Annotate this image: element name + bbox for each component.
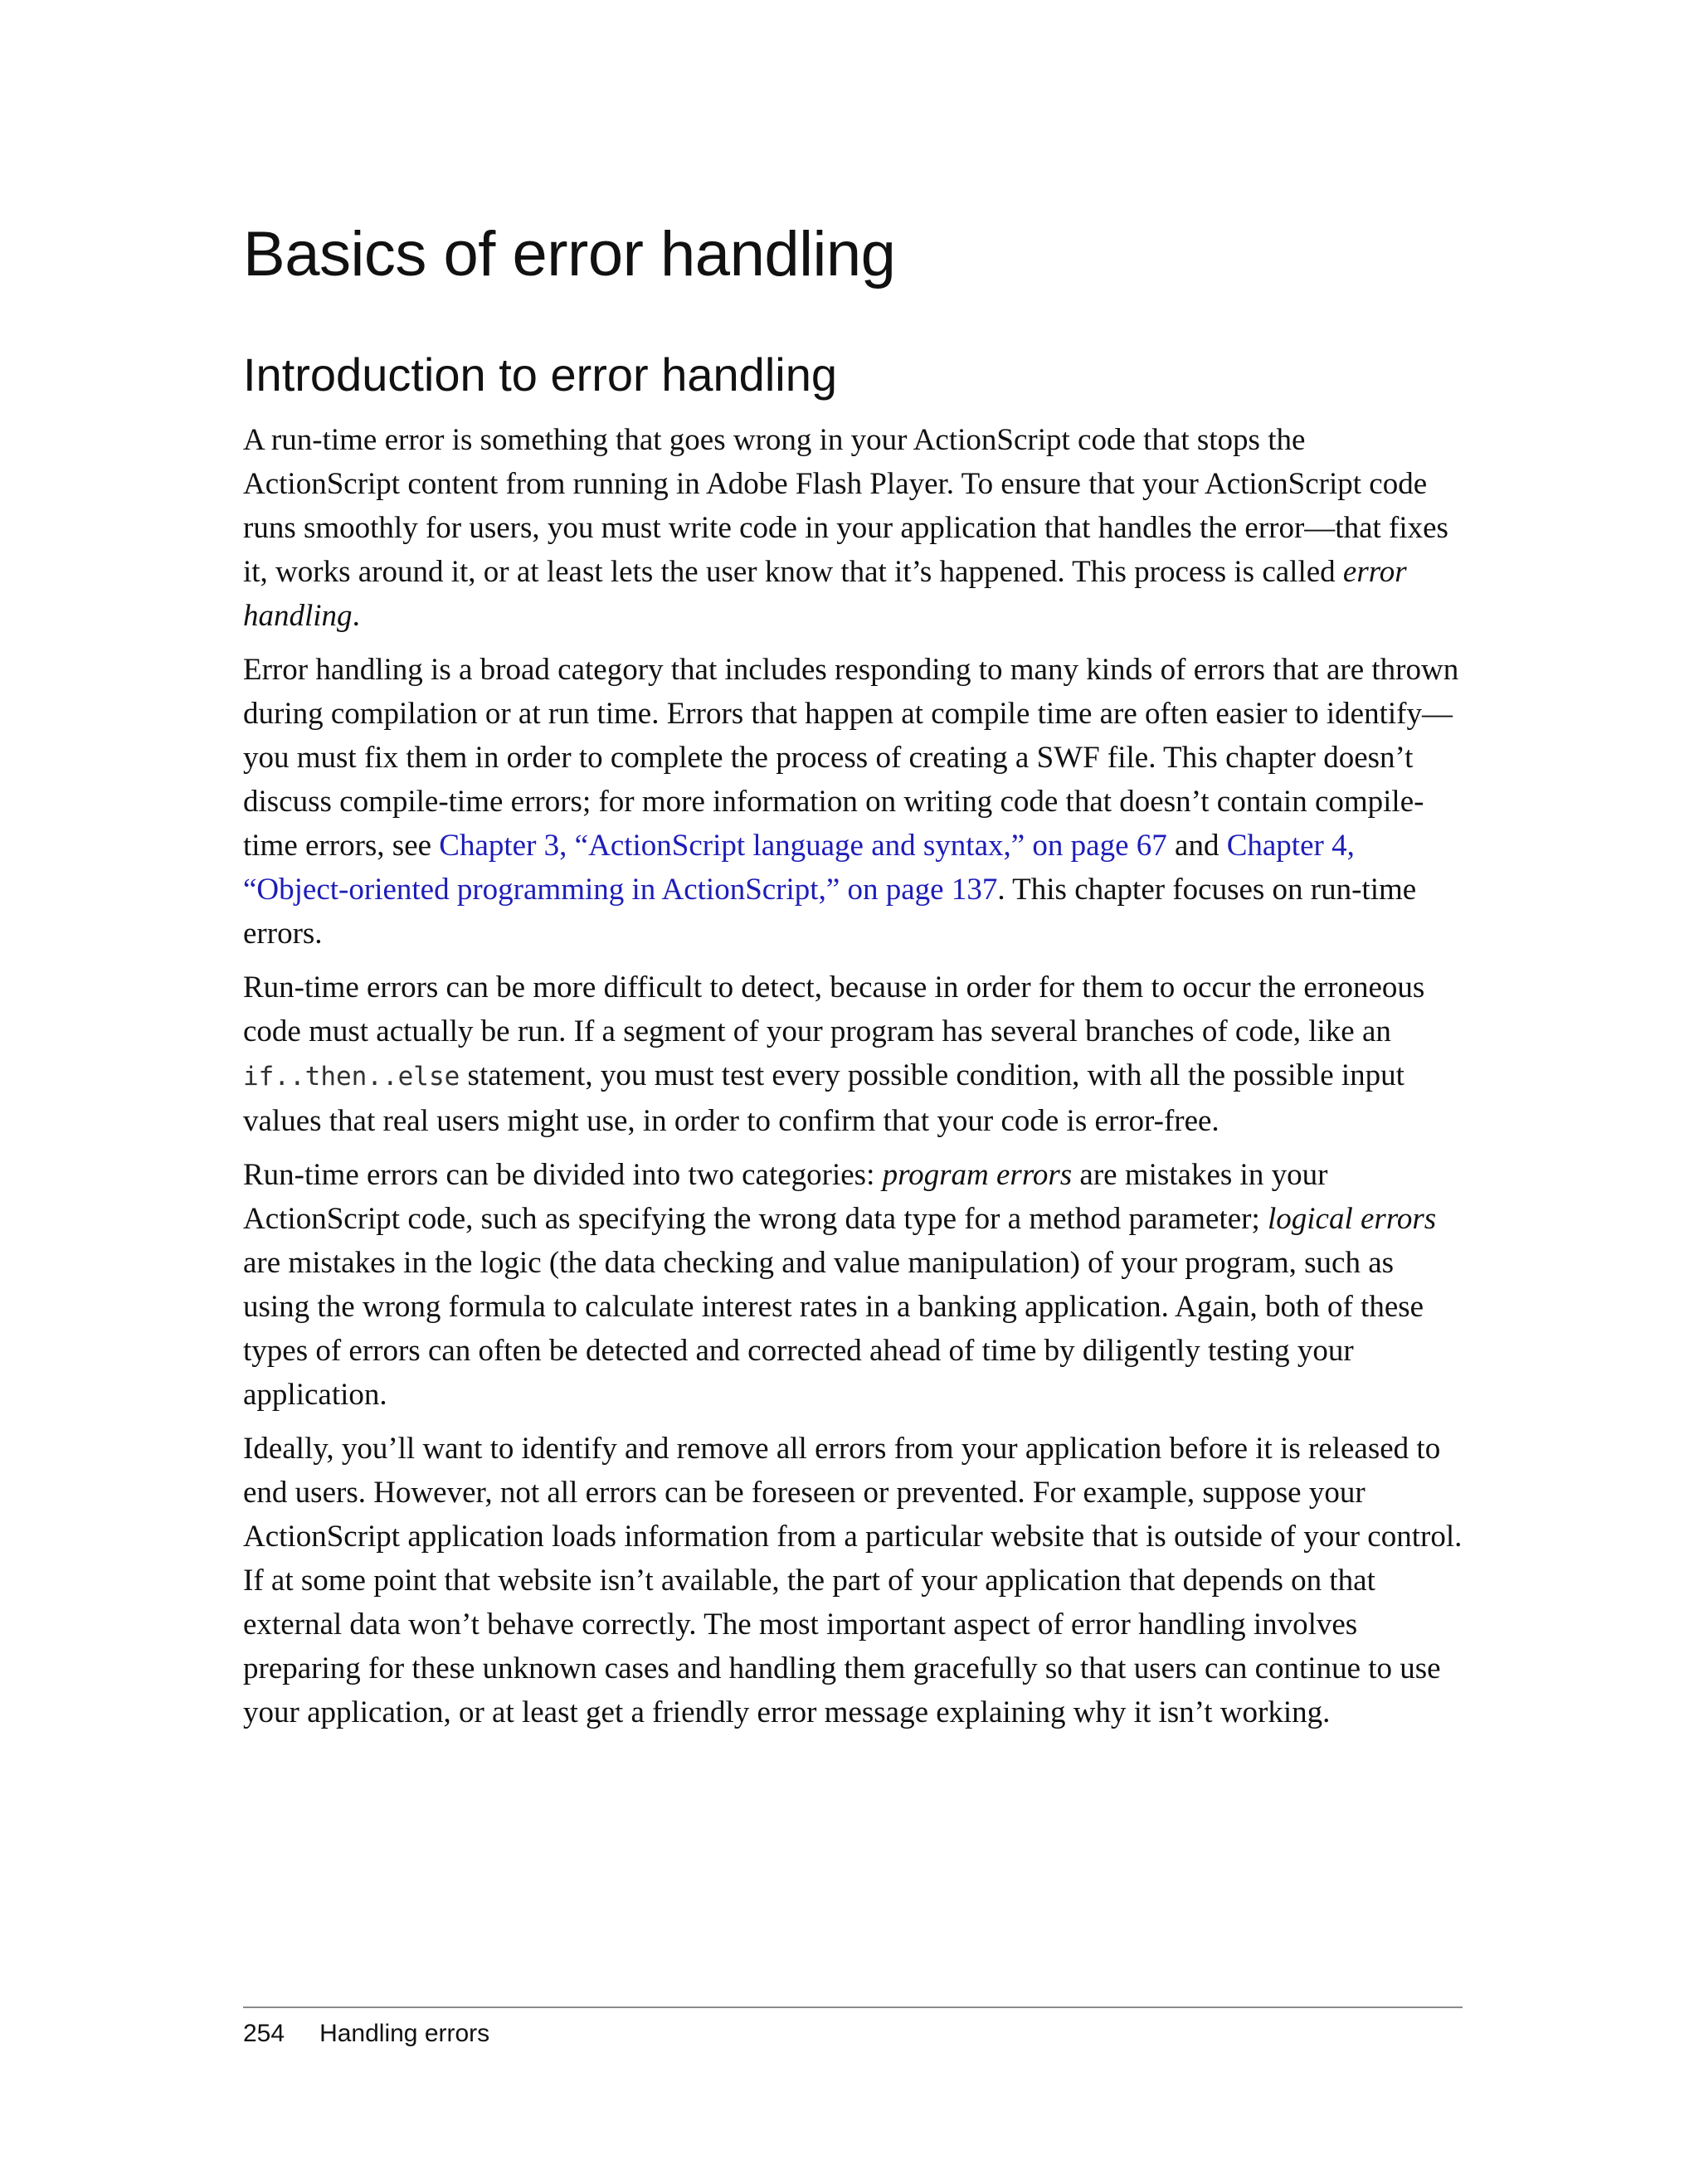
footer-text: [243, 2020, 1463, 2048]
code-if-then-else: if..then..else: [243, 1062, 460, 1092]
footer-page-number: 254: [243, 2020, 285, 2047]
paragraph-2-text-3: . This chapter focuses on run-time errors.: [243, 873, 1417, 951]
paragraph-3-text-1: Run-time errors can be more difficult to detect, because in order for them to occur the erroneous code must actually be run. If a segment of your program has several branches of code, like an: [243, 970, 1425, 1049]
paragraph-4: [243, 1153, 1463, 1417]
paragraph-3: [243, 966, 1463, 1143]
term-error-handling: error handling: [243, 555, 1407, 634]
paragraph-4-text-2: are mistakes in your ActionScript code, such as specifying the wrong data type for a method parameter;: [243, 1158, 1328, 1237]
footer-chapter-name: Handling errors: [319, 2020, 490, 2047]
paragraph-1-text-2: .: [352, 599, 360, 634]
paragraph-2: [243, 648, 1463, 956]
paragraph-4-text-3: are mistakes in the logic (the data checking and value manipulation) of your program, such as using the wrong formula to calculate interest rates in a banking application. Again, both of these types of errors can often be detected and corrected ahead of time by diligently testing your application.: [243, 1246, 1424, 1413]
paragraph-1-text-1: A run-time error is something that goes wrong in your ActionScript code that stops the ActionScript content from running in Adobe Flash Player. To ensure that your ActionScript code runs smoothly for users, you must write code in your application that handles the error—that fixes it, works around it, or at least lets the user know that it’s happened. This process is called: [243, 423, 1448, 590]
paragraph-2-text-2: and: [1166, 829, 1227, 863]
chapter-title: Basics of error handling: [243, 219, 896, 289]
paragraph-1: [243, 418, 1463, 638]
paragraph-5: [243, 1427, 1463, 1734]
paragraph-4-text-1: Run-time errors can be divided into two categories:: [243, 1158, 883, 1193]
footer-divider: [243, 2006, 1463, 2008]
section-title: Introduction to error handling: [243, 348, 837, 401]
term-program-errors: program errors: [882, 1158, 1073, 1193]
page-footer: [243, 2006, 1463, 2048]
link-chapter-4[interactable]: Chapter 4, “Object-oriented programming in ActionScript,” on page 137: [243, 829, 1355, 907]
paragraph-3-text-2: statement, you must test every possible condition, with all the possible input values that real users might use, in order to confirm that your code is error-free.: [243, 1058, 1404, 1139]
link-chapter-3[interactable]: Chapter 3, “ActionScript language and syntax,” on page 67: [439, 829, 1167, 863]
term-logical-errors: logical errors: [1267, 1202, 1437, 1237]
page-content: [243, 220, 1463, 1744]
paragraph-2-text-1: Error handling is a broad category that includes responding to many kinds of errors that are thrown during compilation or at run time. Errors that happen at compile time are often easier to identify—you must fix them in order to complete the process of creating a SWF file. This chapter doesn’t discuss compile-time errors; for more information on writing code that doesn’t contain compile-time errors, see: [243, 653, 1459, 863]
paragraph-5-text-1: Ideally, you’ll want to identify and remove all errors from your application before it is released to end users. However, not all errors can be foreseen or prevented. For example, suppose your ActionScript application loads information from a particular website that is outside of your control. If at some point that website isn’t available, the part of your application that depends on that external data won’t behave correctly. The most important aspect of error handling involves preparing for these unknown cases and handling them gracefully so that users can continue to use your application, or at least get a friendly error message explaining why it isn’t working.: [243, 1432, 1463, 1730]
